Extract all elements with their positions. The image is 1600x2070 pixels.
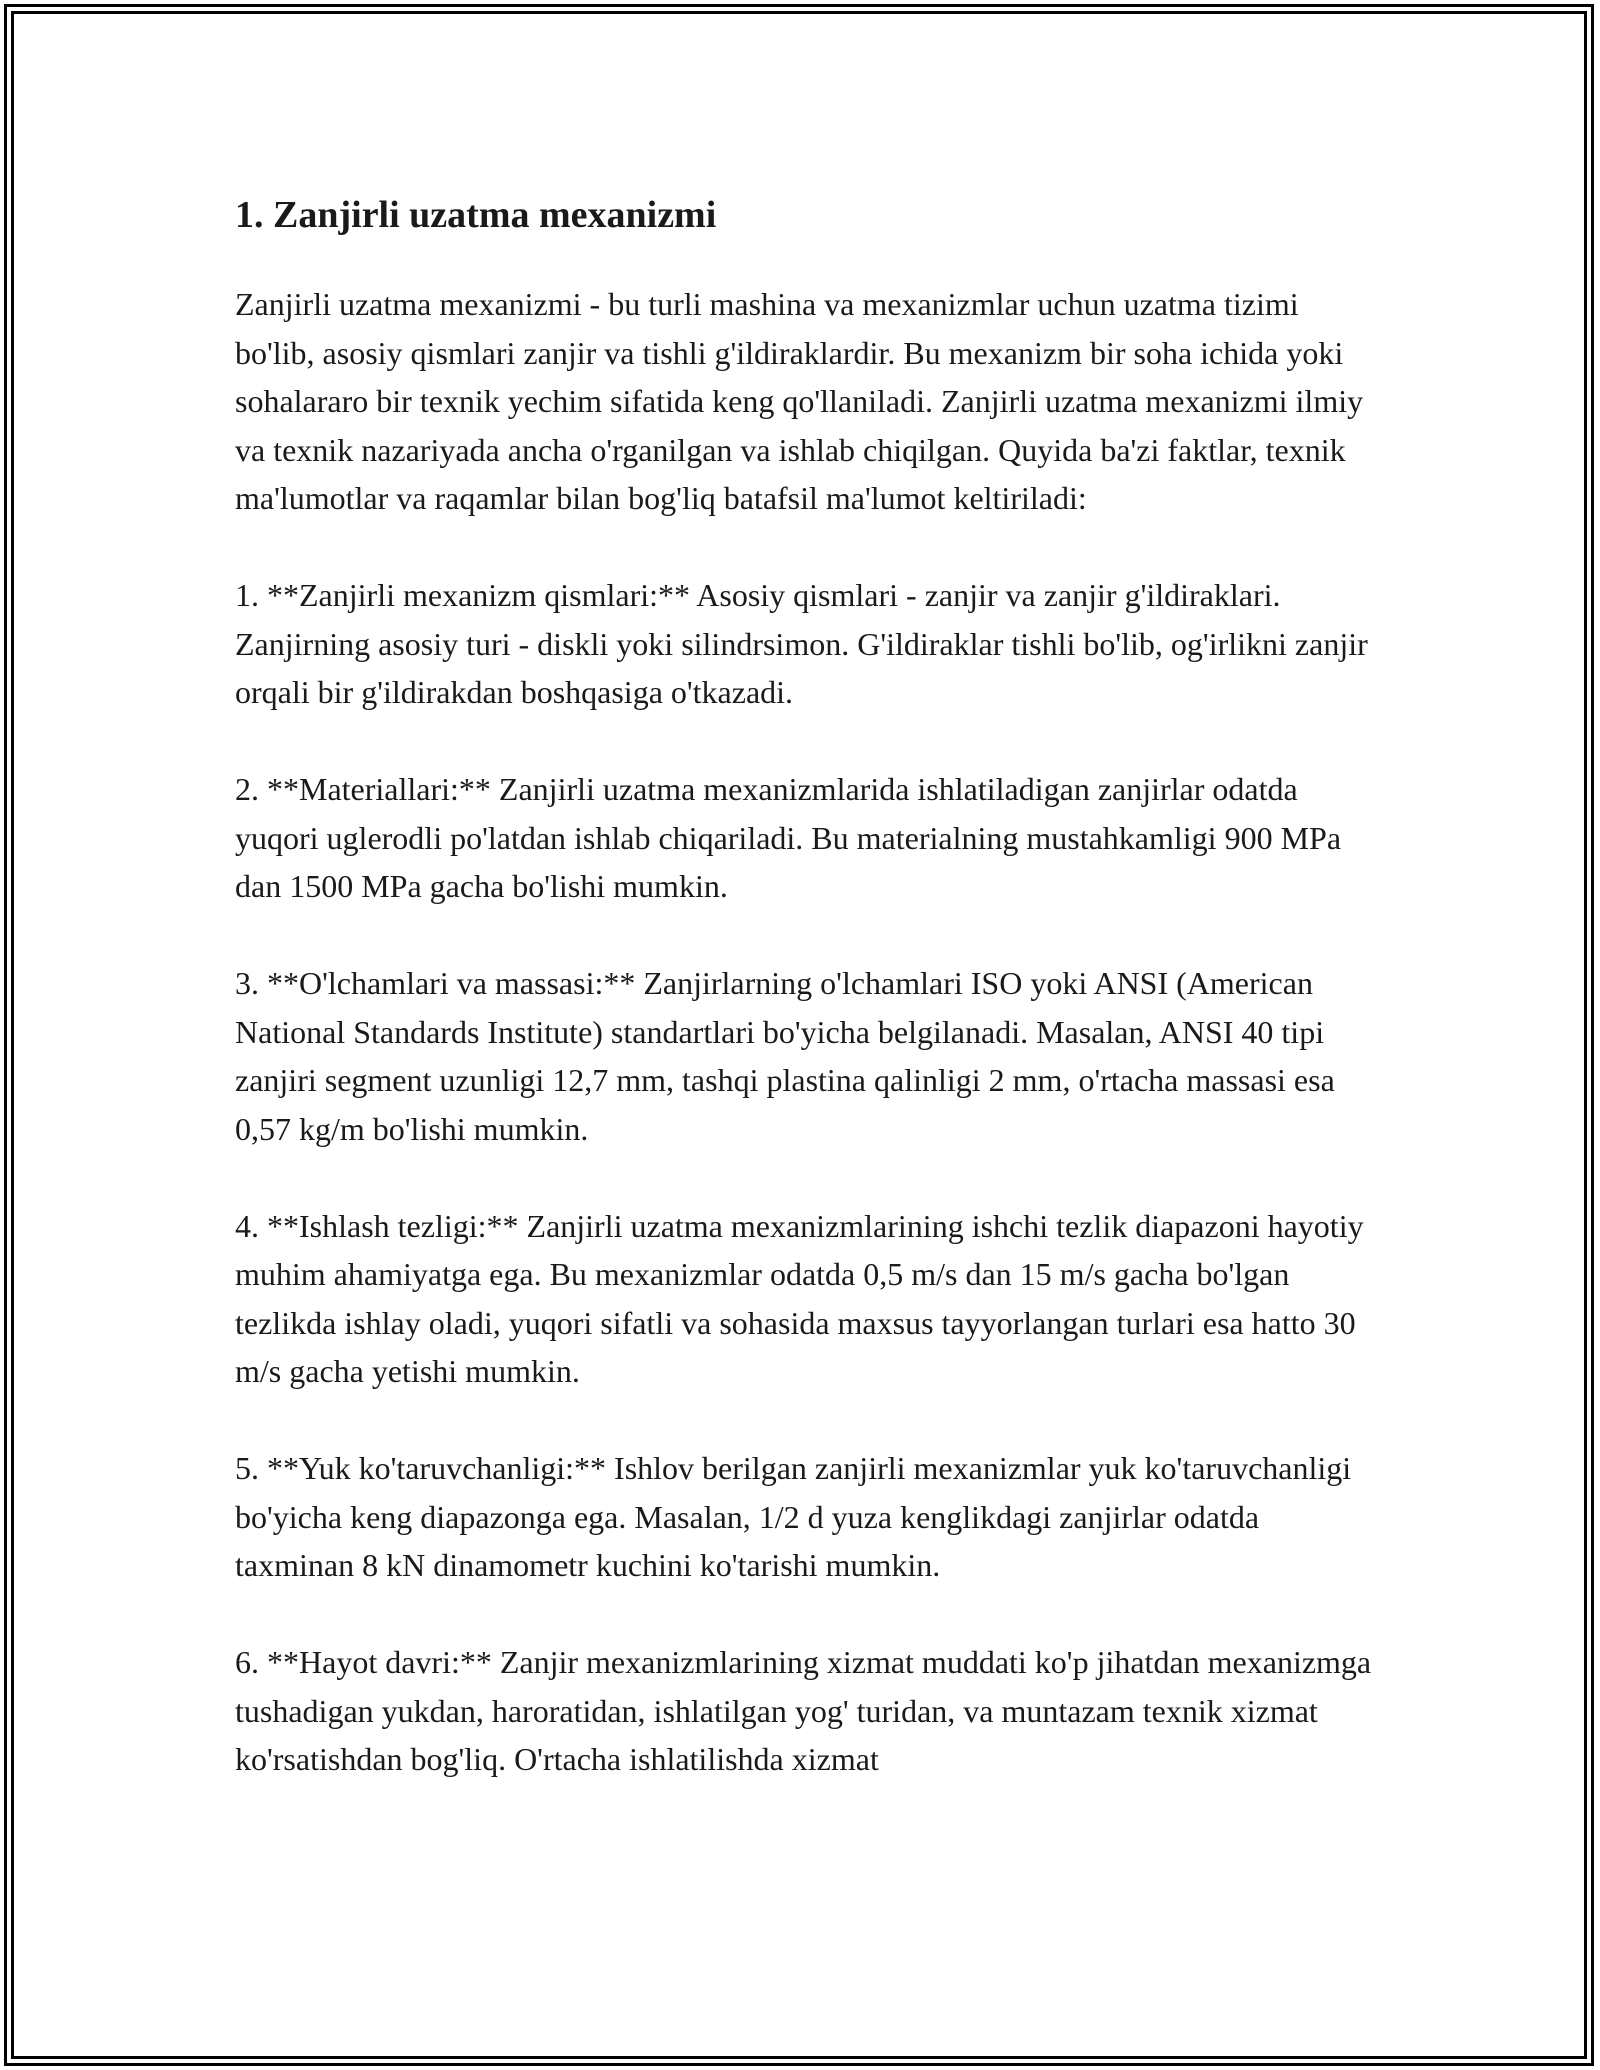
paragraph-item-5: 5. **Yuk ko'taruvchanligi:** Ishlov berilgan zanjirli mexanizmlar yuk ko'taruvchanligi bo'yicha keng diapazonga ega. Masalan, 1/2 d yuza kenglikdagi zanjirlar odatda taxminan 8 kN dinamometr kuchini ko'tarishi mumkin. [235, 1450, 1352, 1583]
paragraph-item-6: 6. **Hayot davri:** Zanjir mexanizmlarining xizmat muddati ko'p jihatdan mexanizmga tushadigan yukdan, haroratidan, ishlatilgan yog' turidan, va muntazam texnik xizmat ko'rsatishdan bog'liq. O'rtacha ishlatilishda xizmat [235, 1644, 1372, 1777]
paragraph-item-1: 1. **Zanjirli mexanizm qismlari:** Asosiy qismlari - zanjir va zanjir g'ildiraklari. Zanjirning asosiy turi - diskli yoki silindrsimon. G'ildiraklar tishli bo'lib, og'irlikni zanjir orqali bir g'ildirakdan boshqasiga o'tkazadi. [235, 577, 1368, 710]
document-body [235, 180, 1375, 1832]
paragraph-item-4: 4. **Ishlash tezligi:** Zanjirli uzatma mexanizmlarining ishchi tezlik diapazoni hayotiy muhim ahamiyatga ega. Bu mexanizmlar odatda 0,5 m/s dan 15 m/s gacha bo'lgan tezlikda ishlay oladi, yuqori sifatli va sohasida maxsus tayyorlangan turlari esa hatto 30 m/s gacha yetishi mumkin. [235, 1207, 1364, 1389]
section-heading: 1. Zanjirli uzatma mexanizmi [235, 194, 717, 236]
paragraph-intro: Zanjirli uzatma mexanizmi - bu turli mashina va mexanizmlar uchun uzatma tizimi bo'lib, asosiy qismlari zanjir va tishli g'ildiraklardir. Bu mexanizm bir soha ichida yoki sohalararo bir texnik yechim sifatida keng qo'llaniladi. Zanjirli uzatma mexanizmi ilmiy va texnik nazariyada ancha o'rganilgan va ishlab chiqilgan. Quyida ba'zi faktlar, texnik ma'lumotlar va raqamlar bilan bog'liq batafsil ma'lumot keltiriladi: [235, 286, 1364, 516]
paragraph-item-2: 2. **Materiallari:** Zanjirli uzatma mexanizmlarida ishlatiladigan zanjirlar odatda yuqori uglerodli po'latdan ishlab chiqariladi. Bu materialning mustahkamligi 900 MPa dan 1500 MPa gacha bo'lishi mumkin. [235, 771, 1342, 904]
paragraph-item-3: 3. **O'lchamlari va massasi:** Zanjirlarning o'lchamlari ISO yoki ANSI (American National Standards Institute) standartlari bo'yicha belgilanadi. Masalan, ANSI 40 tipi zanjiri segment uzunligi 12,7 mm, tashqi plastina qalinligi 2 mm, o'rtacha massasi esa 0,57 kg/m bo'lishi mumkin. [235, 965, 1335, 1147]
